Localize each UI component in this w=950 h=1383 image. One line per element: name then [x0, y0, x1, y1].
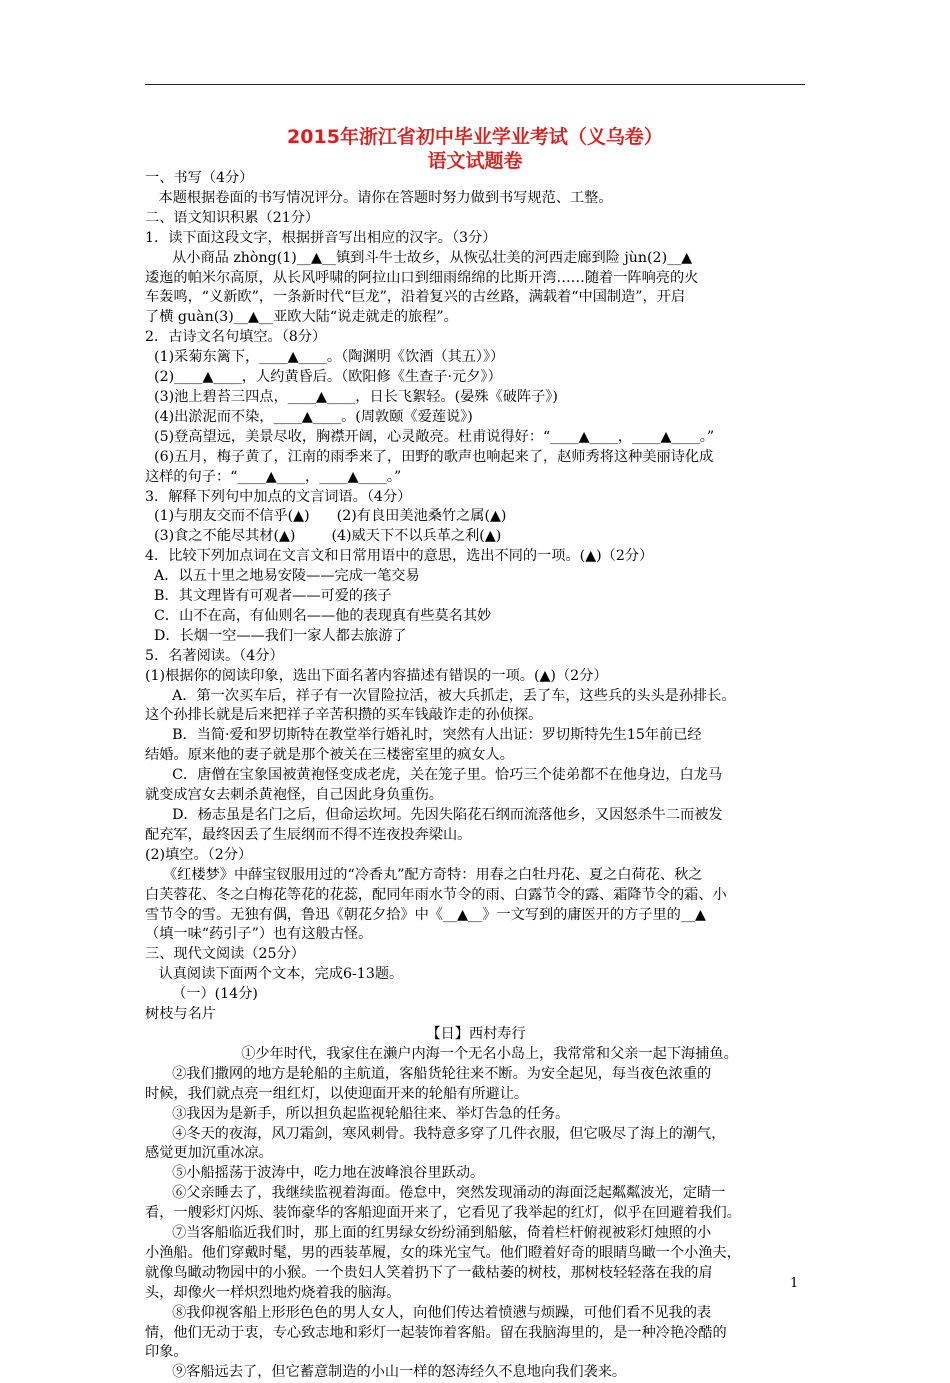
- text-line: ⑧我仰视客船上形形色色的男人女人，向他们传达着愤懑与烦躁，可他们看不见我的表: [145, 1304, 712, 1321]
- text-line: ④冬天的夜海，风刀霜剑，寒风刺骨。我特意多穿了几件衣服，但它吸尽了海上的潮气，: [145, 1125, 726, 1142]
- text-line: 时候，我们就点亮一组红灯，以使迎面开来的轮船有所避让。: [145, 1085, 529, 1102]
- text-line: (3)食之不能尽其材(▲) (4)威天下不以兵革之利(▲): [145, 528, 502, 545]
- text-line: (4)出淤泥而不染，____▲____。(周敦颐《爱莲说》): [145, 408, 473, 425]
- text-line: D．杨志虽是名门之后，但命运坎坷。先因失陷花石纲而流落他乡，又因怒杀牛二而被发: [145, 807, 723, 823]
- text-line: B．其文理皆有可观者——可爱的孩子: [145, 588, 392, 605]
- text-line: 树枝与名片: [145, 1006, 216, 1023]
- text-line: 车轰鸣，“义新欧”，一条新时代“巨龙”，沿着复兴的古丝路，满载着“中国制造”，开启: [145, 289, 686, 306]
- text-line: 印象。: [145, 1344, 188, 1361]
- text-line: （填一味“药引子”）也有这般古怪。: [145, 926, 373, 943]
- text-line: ⑨客船远去了，但它蓄意制造的小山一样的怒涛经久不息地向我们袭来。: [145, 1364, 627, 1381]
- exam-body: [145, 169, 807, 1383]
- text-line: 二、语文知识积累（21分）: [145, 209, 320, 226]
- text-line: 一、书写（4分）: [145, 170, 254, 186]
- text-line: A．第一次买车后，祥子有一次冒险拉活，被大兵抓走，丢了车，这些兵的头头是孙排长。: [145, 687, 736, 704]
- text-line: 看，一艘彩灯闪烁、装饰豪华的客船迎面开来了，它看见了我举起的红灯，似乎在回避着我们。: [145, 1205, 741, 1222]
- text-line: 3．解释下列句中加点的文言词语。（4分）: [145, 488, 412, 505]
- text-line: 就像鸟瞰动物园中的小猴。一个贵妇人笑着扔下了一截枯萎的树枝，那树枝轻轻落在我的肩: [145, 1264, 713, 1281]
- text-line: 结婚。原来他的妻子就是那个被关在三楼密室里的疯女人。: [145, 747, 514, 764]
- text-line: 小渔船。他们穿戴时髦，男的西装革履，女的珠光宝气。他们瞪着好奇的眼睛鸟瞰一个小渔夫，: [145, 1244, 741, 1261]
- text-line: 就变成宫女去刺杀黄袍怪，自己因此身负重伤。: [145, 787, 443, 804]
- text-line: 头，却像火一样炽烈地灼烧着我的脑海。: [145, 1284, 401, 1301]
- text-line: C．唐僧在宝象国被黄袍怪变成老虎，关在笼子里。恰巧三个徒弟都不在他身边，白龙马: [145, 767, 723, 784]
- text-line: 1．读下面这段文字，根据拼音写出相应的汉字。（3分）: [145, 229, 497, 246]
- text-line: 三、现代文阅读（25分）: [145, 946, 305, 963]
- text-line: 情，他们无动于衷，专心致志地和彩灯一起装饰着客船。留在我脑海里的，是一种冷艳冷酷的: [145, 1324, 727, 1341]
- page-number: 1: [790, 1276, 799, 1291]
- text-line: 感觉更加沉重冰凉。: [145, 1145, 273, 1162]
- text-line: (1)与朋友交而不信乎(▲) (2)有良田美池桑竹之属(▲): [145, 508, 507, 525]
- text-line: 【日】西村寿行: [426, 1025, 526, 1042]
- text-line: ③我因为是新手，所以担负起监视轮船往来、举灯告急的任务。: [145, 1105, 570, 1122]
- text-line: B．当简·爱和罗切斯特在教堂举行婚礼时，突然有人出证：罗切斯特先生15年前已经: [145, 727, 702, 744]
- text-line: ⑦当客船临近我们时，那上面的红男绿女纷纷涌到船舷，倚着栏杆俯视被彩灯烛照的小: [145, 1225, 712, 1242]
- text-line: 从小商品 zhòng(1)__▲__镇到斗牛士故乡，从恢弘壮美的河西走廊到险 jùn(2)__▲: [145, 249, 693, 266]
- text-line: (6)五月，梅子黄了，江南的雨季来了，田野的歌声也响起来了，赵师秀将这种美丽诗化成: [145, 448, 714, 465]
- header-rule: [145, 84, 805, 85]
- text-line: ⑥父亲睡去了，我继续监视着海面。倦怠中，突然发现涌动的海面泛起粼粼波光，定睛一: [145, 1185, 726, 1202]
- text-line: 白芙蓉花、冬之白梅花等花的花蕊，配同年雨水节令的雨、白露节令的露、霜降节令的霜、小: [145, 886, 727, 903]
- text-line: 认真阅读下面两个文本，完成6-13题。: [145, 966, 404, 983]
- text-line: ⑤小船摇荡于波涛中，吃力地在波峰浪谷里跃动。: [145, 1165, 485, 1182]
- text-line: （一）(14分): [145, 986, 258, 1003]
- text-line: (2)____▲____，人约黄昏后。（欧阳修《生查子·元夕》）: [145, 369, 502, 386]
- text-line: ①少年时代，我家住在濑户内海一个无名小岛上，我常常和父亲一起下海捕鱼。: [214, 1045, 738, 1062]
- text-line: 了横 guàn(3)__▲__亚欧大陆“说走就走的旅程”。: [145, 309, 458, 326]
- exam-subtitle: 语文试题卷: [427, 150, 523, 172]
- text-line: 《红楼梦》中薛宝钗服用过的“冷香丸”配方奇特：用春之白牡丹花、夏之白荷花、秋之: [145, 866, 703, 883]
- text-line: ②我们撒网的地方是轮船的主航道，客船货轮往来不断。为安全起见，每当夜色浓重的: [145, 1065, 712, 1082]
- text-line: (1)根据你的阅读印象，选出下面名著内容描述有错误的一项。(▲)（2分）: [145, 667, 608, 684]
- text-line: 这个孙排长就是后来把祥子辛苦积攒的买车钱敲诈走的孙侦探。: [145, 707, 543, 724]
- text-line: (2)填空。（2分）: [145, 846, 253, 863]
- text-line: 配充军，最终因丢了生辰纲而不得不连夜投奔梁山。: [145, 826, 472, 843]
- text-line: 逶迤的帕米尔高原，从长风呼啸的阿拉山口到细雨绵绵的比斯开湾……随着一阵响亮的火: [145, 269, 699, 286]
- text-line: (5)登高望远，美景尽收，胸襟开阔，心灵敞亮。杜甫说得好：“____▲____，____▲____。”: [145, 428, 715, 445]
- text-line: D．长烟一空——我们一家人都去旅游了: [145, 627, 407, 644]
- text-line: 2．古诗文名句填空。（8分）: [145, 329, 327, 346]
- text-line: 这样的句子：“____▲____，____▲____。”: [145, 468, 402, 485]
- exam-title: 2015年浙江省初中毕业学业考试（义乌卷）: [287, 126, 663, 148]
- text-line: 雪节令的雪。无独有偶，鲁迅《朝花夕拾》中《__▲__》一文写到的庸医开的方子里的__▲: [145, 906, 706, 923]
- text-line: 本题根据卷面的书写情况评分。请你在答题时努力做到书写规范、工整。: [145, 189, 613, 206]
- text-line: C．山不在高，有仙则名——他的表现真有些莫名其妙: [145, 607, 492, 624]
- text-line: A．以五十里之地易安陵——完成一笔交易: [145, 568, 420, 585]
- text-line: 5．名著阅读。（4分）: [145, 647, 284, 664]
- text-line: (1)采菊东篱下，____▲____。（陶渊明《饮酒（其五）》）: [145, 349, 505, 366]
- text-line: (3)池上碧苔三四点，____▲____，日长飞絮轻。(晏殊《破阵子》): [145, 388, 558, 405]
- text-line: 4．比较下列加点词在文言文和日常用语中的意思，选出不同的一项。(▲)（2分）: [145, 548, 654, 565]
